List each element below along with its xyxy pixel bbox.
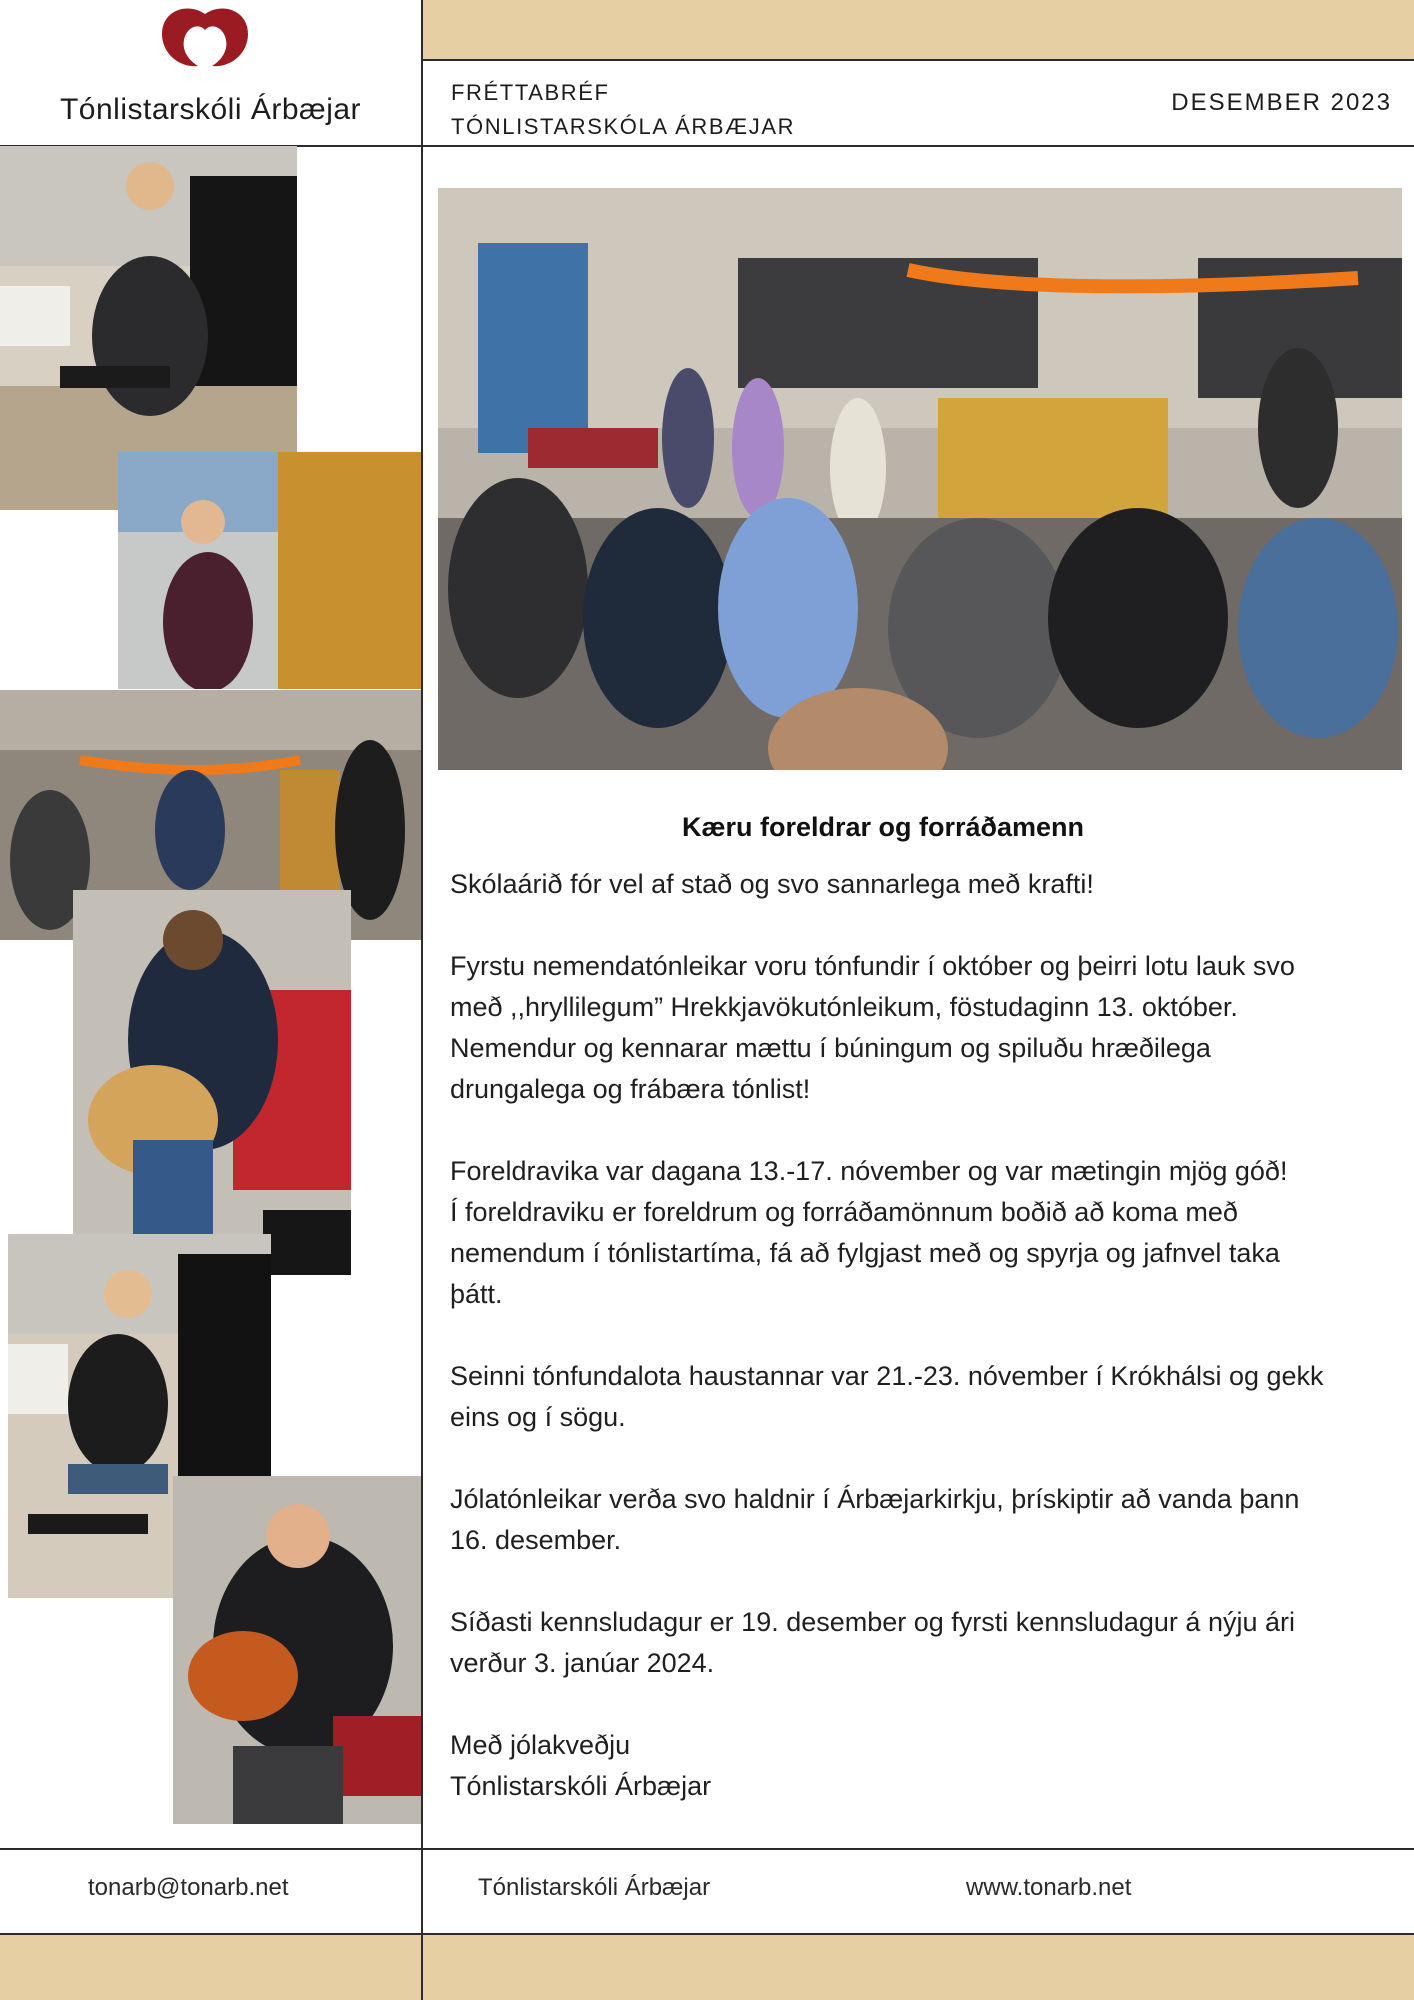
letter-line: nemendum í tónlistartíma, fá að fylgjast með og spyrja og jafnvel taka [450, 1238, 1280, 1268]
bottom-accent-band-left [0, 1935, 421, 2000]
footer-email[interactable]: tonarb@tonarb.net [88, 1874, 289, 1901]
letter-line: Tónlistarskóli Árbæjar [450, 1771, 712, 1801]
letter-line: 16. desember. [450, 1525, 622, 1555]
letter-line: verður 3. janúar 2024. [450, 1648, 715, 1678]
letter-paragraph [450, 1151, 1380, 1315]
column-divider [421, 0, 423, 2000]
letter-line: Seinni tónfundalota haustannar var 21.-23. nóvember í Krókhálsi og gekk [450, 1361, 1324, 1391]
letter-signoff [450, 1725, 1380, 1807]
newsletter-heading-line1: FRÉTTABRÉF [451, 80, 610, 105]
boy-playing-guitar-photo [73, 890, 351, 1275]
letter-line: með ,,hryllilegum” Hrekkjavökutónleikum, föstudaginn 13. október. [450, 992, 1238, 1022]
newsletter-date: DESEMBER 2023 [1171, 89, 1392, 116]
newsletter-heading-line2: TÓNLISTARSKÓLA ÁRBÆJAR [451, 114, 796, 139]
girl-with-glasses-at-piano-photo [118, 452, 421, 689]
top-accent-band [423, 0, 1414, 59]
letter-line: Foreldravika var dagana 13.-17. nóvember og var mætingin mjög góð! [450, 1156, 1288, 1186]
logo-swirl-icon [158, 4, 252, 70]
bottom-accent-band-right [423, 1935, 1414, 2000]
letter-line: Í foreldraviku er foreldrum og forráðamönnum boðið að koma með [450, 1197, 1238, 1227]
letter-line: Skólaárið fór vel af stað og svo sannarlega með krafti! [450, 869, 1094, 899]
newsletter-heading [451, 76, 795, 144]
letter-title: Kæru foreldrar og forráðamenn [681, 812, 1085, 842]
letter-paragraph [450, 1479, 1380, 1561]
letter-line: Jólatónleikar verða svo haldnir í Árbæjarkirkju, þrískiptir að vanda þann [450, 1484, 1300, 1514]
letter-line: Nemendur og kennarar mættu í búningum og spiluðu hræðilega [450, 1033, 1211, 1063]
halloween-concert-photo [438, 188, 1402, 770]
letter-paragraph [450, 864, 1380, 905]
boy-playing-guitar-photo [173, 1476, 421, 1824]
header-top-rule [423, 59, 1414, 61]
footer-website[interactable]: www.tonarb.net [966, 1874, 1132, 1901]
letter-body [450, 864, 1380, 1807]
letter-paragraph [450, 946, 1380, 1110]
letter-paragraph [450, 1356, 1380, 1438]
letter-line: Síðasti kennsludagur er 19. desember og fyrsti kennsludagur á nýju ári [450, 1607, 1295, 1637]
letter-line: þátt. [450, 1279, 503, 1309]
footer-top-rule [0, 1848, 1414, 1850]
letter-paragraph [450, 1602, 1380, 1684]
letter-line: Með jólakveðju [450, 1730, 631, 1760]
logo-school-name: Tónlistarskóli Árbæjar [59, 93, 362, 126]
footer-school-name: Tónlistarskóli Árbæjar [478, 1874, 711, 1901]
letter-line: Fyrstu nemendatónleikar voru tónfundir í október og þeirri lotu lauk svo [450, 951, 1295, 981]
letter-line: eins og í sögu. [450, 1402, 626, 1432]
school-logo-mark [158, 4, 252, 70]
letter-line: drungalega og frábæra tónlist! [450, 1074, 811, 1104]
